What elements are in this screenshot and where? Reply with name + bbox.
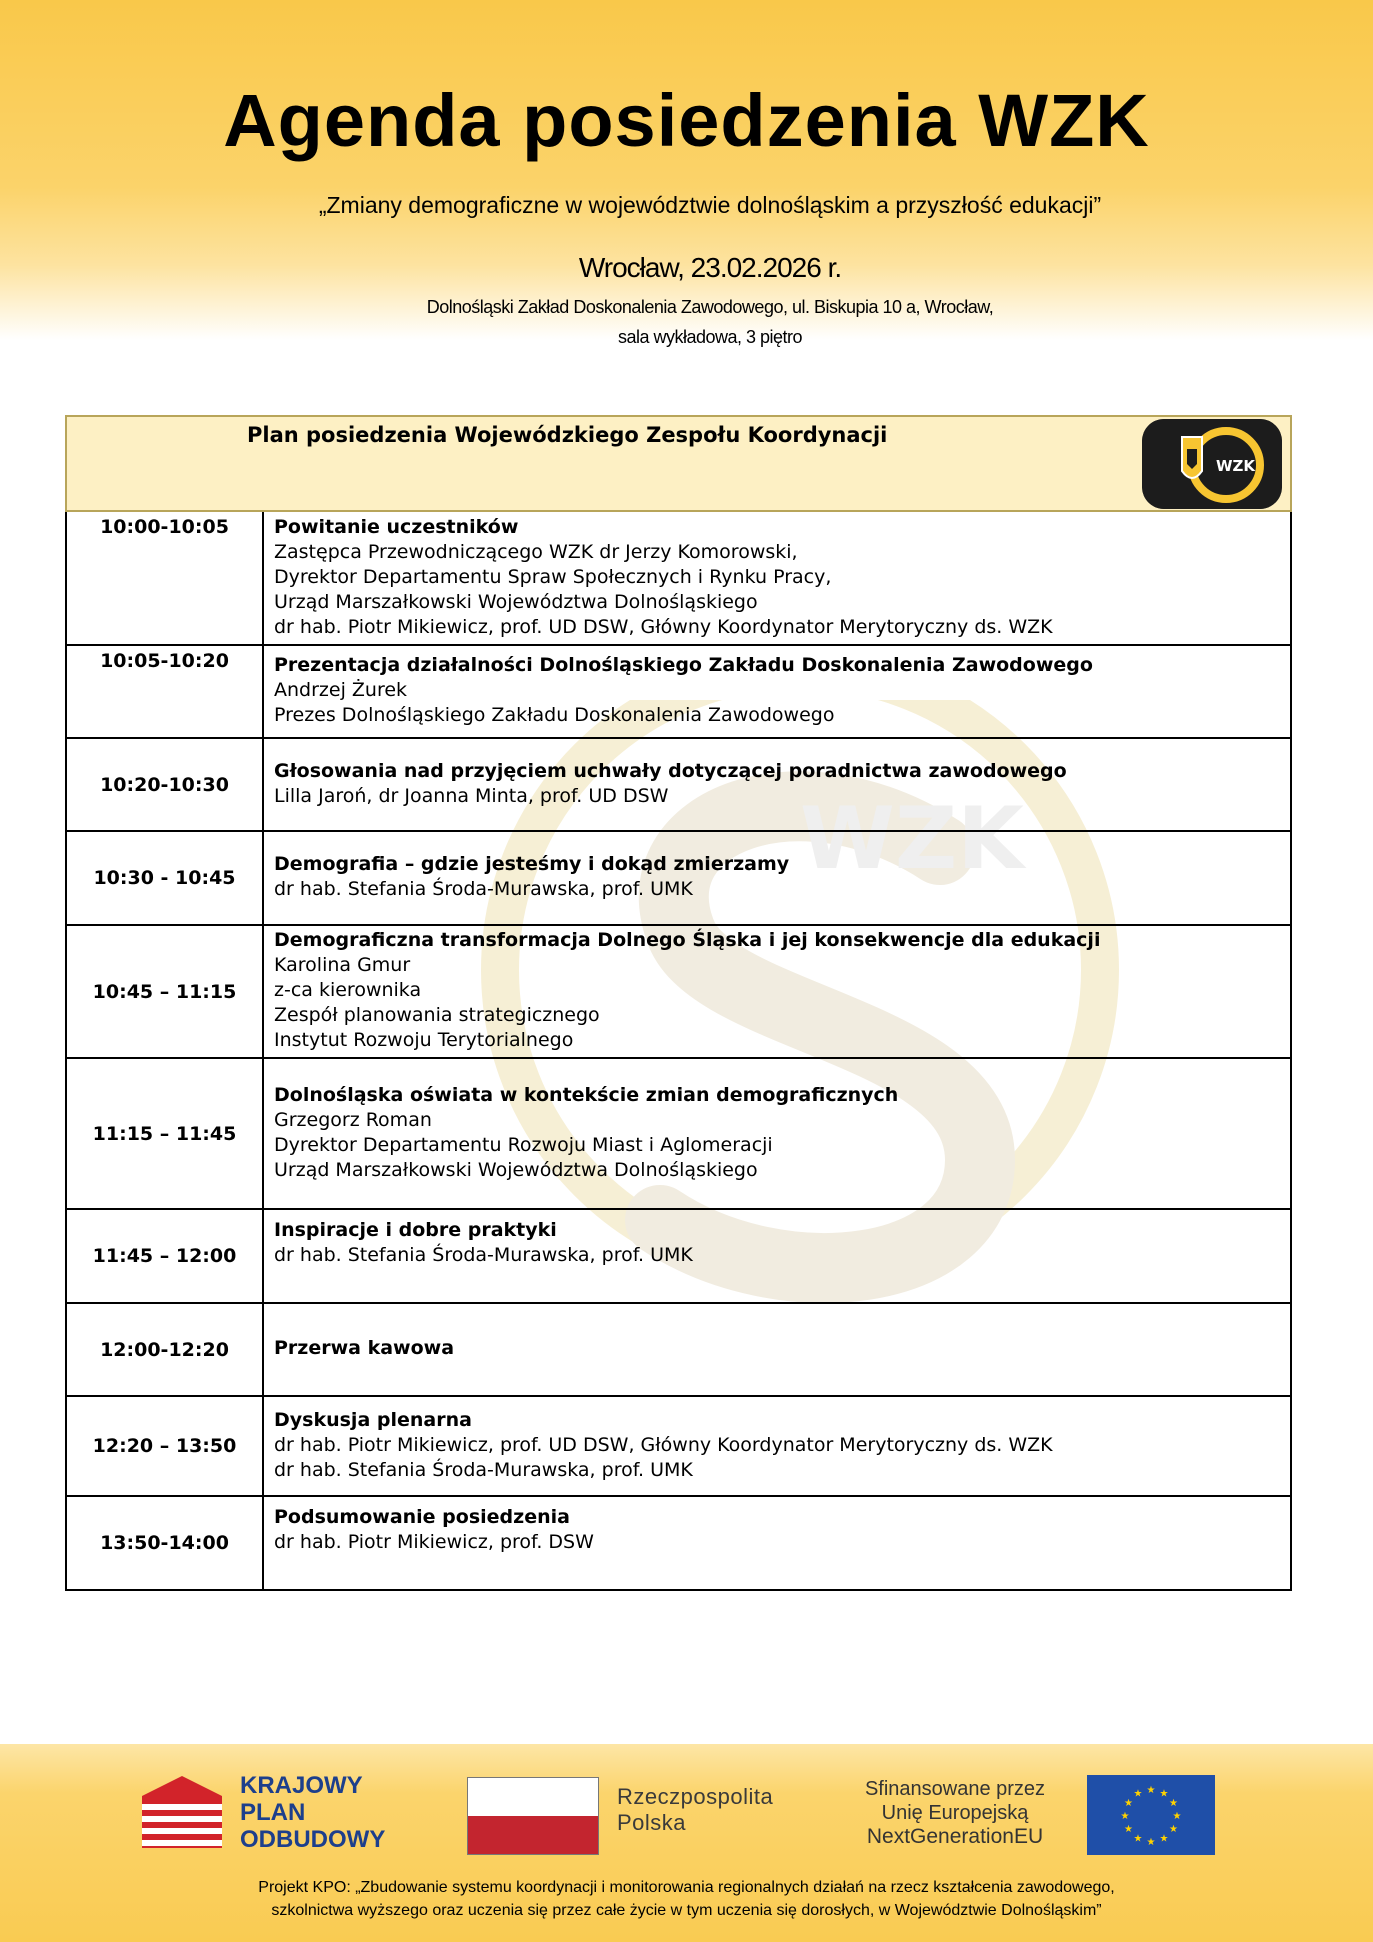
eu-star-icon: ★ xyxy=(1124,1798,1133,1809)
row-title: Głosowania nad przyjęciem uchwały dotyczącej poradnictwa zawodowego xyxy=(274,759,1067,782)
row-description xyxy=(263,1303,1291,1396)
row-description xyxy=(263,831,1291,925)
meeting-subtitle: „Zmiany demograficzne w województwie dolnośląskim a przyszłość edukacji” xyxy=(318,192,1102,218)
row-detail: z-ca kierownika xyxy=(274,979,422,1001)
row-detail: Grzegorz Roman xyxy=(274,1108,432,1131)
row-description xyxy=(263,645,1291,738)
plan-title: Plan posiedzenia Wojewódzkiego Zespołu Koordynacji xyxy=(247,423,888,447)
row-time: 10:45 – 11:15 xyxy=(66,925,263,1058)
wzk-logo-icon xyxy=(1142,419,1282,509)
row-detail: Prezes Dolnośląskiego Zakładu Doskonalenia Zawodowego xyxy=(274,704,835,726)
row-time: 10:05-10:20 xyxy=(66,645,263,738)
row-detail: Andrzej Żurek xyxy=(274,679,408,701)
eu-star-icon: ★ xyxy=(1146,1785,1156,1796)
rp-line: Rzeczpospolita xyxy=(617,1784,774,1809)
row-detail: Urząd Marszałkowski Województwa Dolnośląskiego xyxy=(274,1158,758,1181)
row-detail: Zastępca Przewodniczącego WZK dr Jerzy Komorowski, xyxy=(274,540,798,563)
row-time: 11:45 – 12:00 xyxy=(66,1209,263,1303)
row-detail: dr hab. Stefania Środa-Murawska, prof. UMK xyxy=(274,1244,693,1266)
row-title: Demografia – gdzie jesteśmy i dokąd zmierzamy xyxy=(274,853,790,875)
row-detail: Urząd Marszałkowski Województwa Dolnośląskiego xyxy=(274,590,758,613)
meeting-date: Wrocław, 23.02.2026 r. xyxy=(578,252,842,283)
agenda-header-row xyxy=(66,416,1291,511)
row-detail: Instytut Rozwoju Terytorialnego xyxy=(274,1029,574,1051)
kpo-line: ODBUDOWY xyxy=(240,1826,386,1853)
row-description xyxy=(263,1058,1291,1209)
eu-star-icon: ★ xyxy=(1169,1824,1178,1835)
row-description xyxy=(263,1396,1291,1496)
eu-flag-icon xyxy=(1087,1775,1215,1855)
kpo-logo-icon xyxy=(140,1774,224,1850)
row-detail: Lilla Jaroń, dr Joanna Minta, prof. UD DSW xyxy=(274,784,669,807)
row-detail: Karolina Gmur xyxy=(274,954,411,976)
row-time: 10:20-10:30 xyxy=(66,738,263,831)
row-description xyxy=(263,511,1291,645)
logo-text: WZK xyxy=(1216,457,1256,475)
agenda-row xyxy=(66,1496,1291,1590)
row-time: 10:30 - 10:45 xyxy=(66,831,263,925)
row-description xyxy=(263,1496,1291,1590)
row-title: Przerwa kawowa xyxy=(274,1337,455,1359)
eu-star-icon: ★ xyxy=(1124,1824,1133,1835)
project-line: Projekt KPO: „Zbudowanie systemu koordynacji i monitorowania regionalnych działań na rzecz kształcenia zawodowego, xyxy=(258,1879,1115,1896)
row-description xyxy=(263,925,1291,1058)
meeting-address xyxy=(0,292,1373,352)
row-detail: dr hab. Piotr Mikiewicz, prof. UD DSW, Główny Koordynator Merytoryczny ds. WZK xyxy=(274,615,1053,638)
eu-star-icon: ★ xyxy=(1133,1788,1143,1800)
eu-star-icon: ★ xyxy=(1146,1837,1156,1848)
row-detail: Dyrektor Departamentu Spraw Społecznych i Rynku Pracy, xyxy=(274,565,832,588)
project-description xyxy=(0,1876,1373,1922)
agenda-row xyxy=(66,1396,1291,1496)
row-title: Podsumowanie posiedzenia xyxy=(274,1506,570,1528)
agenda-row xyxy=(66,645,1291,738)
agenda-row xyxy=(66,831,1291,925)
row-title: Demograficzna transformacja Dolnego Śląska i jej konsekwencje dla edukacji xyxy=(274,929,1101,951)
row-title: Dolnośląska oświata w kontekście zmian demograficznych xyxy=(274,1083,899,1106)
row-detail: dr hab. Stefania Środa-Murawska, prof. UMK xyxy=(274,1458,693,1481)
kpo-label xyxy=(240,1772,385,1853)
row-detail: dr hab. Stefania Środa-Murawska, prof. UMK xyxy=(274,878,693,900)
agenda-row xyxy=(66,1058,1291,1209)
row-detail: Zespół planowania strategicznego xyxy=(274,1004,600,1026)
agenda-row xyxy=(66,738,1291,831)
agenda-row xyxy=(66,1303,1291,1396)
row-detail: Dyrektor Departamentu Rozwoju Miast i Aglomeracji xyxy=(274,1133,773,1156)
row-time: 11:15 – 11:45 xyxy=(66,1058,263,1209)
watermark-text: WZK xyxy=(800,789,1024,889)
agenda-header-cell xyxy=(66,416,1291,511)
eu-line: Unię Europejską xyxy=(881,1802,1029,1824)
row-time: 12:20 – 13:50 xyxy=(66,1396,263,1496)
row-time: 13:50-14:00 xyxy=(66,1496,263,1590)
address-room: sala wykładowa, 3 piętro xyxy=(617,327,803,347)
page-title: Agenda posiedzenia WZK xyxy=(223,79,1150,162)
eu-line: NextGenerationEU xyxy=(866,1825,1044,1848)
eu-star-icon: ★ xyxy=(1172,1811,1182,1822)
eu-star-icon: ★ xyxy=(1159,1833,1169,1845)
project-line: szkolnictwa wyższego oraz uczenia się przez całe życie w tym uczenia się dorosłych, w Województwie Dolnośląskim” xyxy=(271,1902,1102,1919)
row-description xyxy=(263,738,1291,831)
row-title: Dyskusja plenarna xyxy=(274,1408,472,1431)
eu-star-icon: ★ xyxy=(1120,1811,1130,1822)
row-title: Powitanie uczestników xyxy=(274,515,519,538)
row-description xyxy=(263,1209,1291,1303)
kpo-line: PLAN xyxy=(240,1799,306,1826)
address-line: Dolnośląski Zakład Doskonalenia Zawodowego, ul. Biskupia 10 a, Wrocław, xyxy=(426,297,994,317)
eu-star-icon: ★ xyxy=(1159,1788,1169,1800)
row-detail: dr hab. Piotr Mikiewicz, prof. UD DSW, Główny Koordynator Merytoryczny ds. WZK xyxy=(274,1433,1053,1456)
row-time: 12:00-12:20 xyxy=(66,1303,263,1396)
agenda-row xyxy=(66,1209,1291,1303)
row-detail: dr hab. Piotr Mikiewicz, prof. DSW xyxy=(274,1531,594,1553)
agenda-row xyxy=(66,511,1291,645)
header-banner xyxy=(0,0,1373,340)
row-title: Inspiracje i dobre praktyki xyxy=(274,1219,557,1241)
row-title: Prezentacja działalności Dolnośląskiego Zakładu Doskonalenia Zawodowego xyxy=(274,654,1093,676)
eu-label xyxy=(845,1777,1065,1849)
rp-line: Polska xyxy=(617,1810,687,1835)
eu-star-icon: ★ xyxy=(1133,1833,1143,1845)
eu-star-icon: ★ xyxy=(1169,1798,1178,1809)
eu-line: Sfinansowane przez xyxy=(864,1778,1046,1800)
poland-flag-icon xyxy=(467,1777,599,1855)
rp-label xyxy=(617,1784,773,1836)
agenda-row xyxy=(66,925,1291,1058)
row-time: 10:00-10:05 xyxy=(66,511,263,645)
kpo-line: KRAJOWY xyxy=(240,1772,363,1799)
agenda-table xyxy=(65,415,1292,1591)
